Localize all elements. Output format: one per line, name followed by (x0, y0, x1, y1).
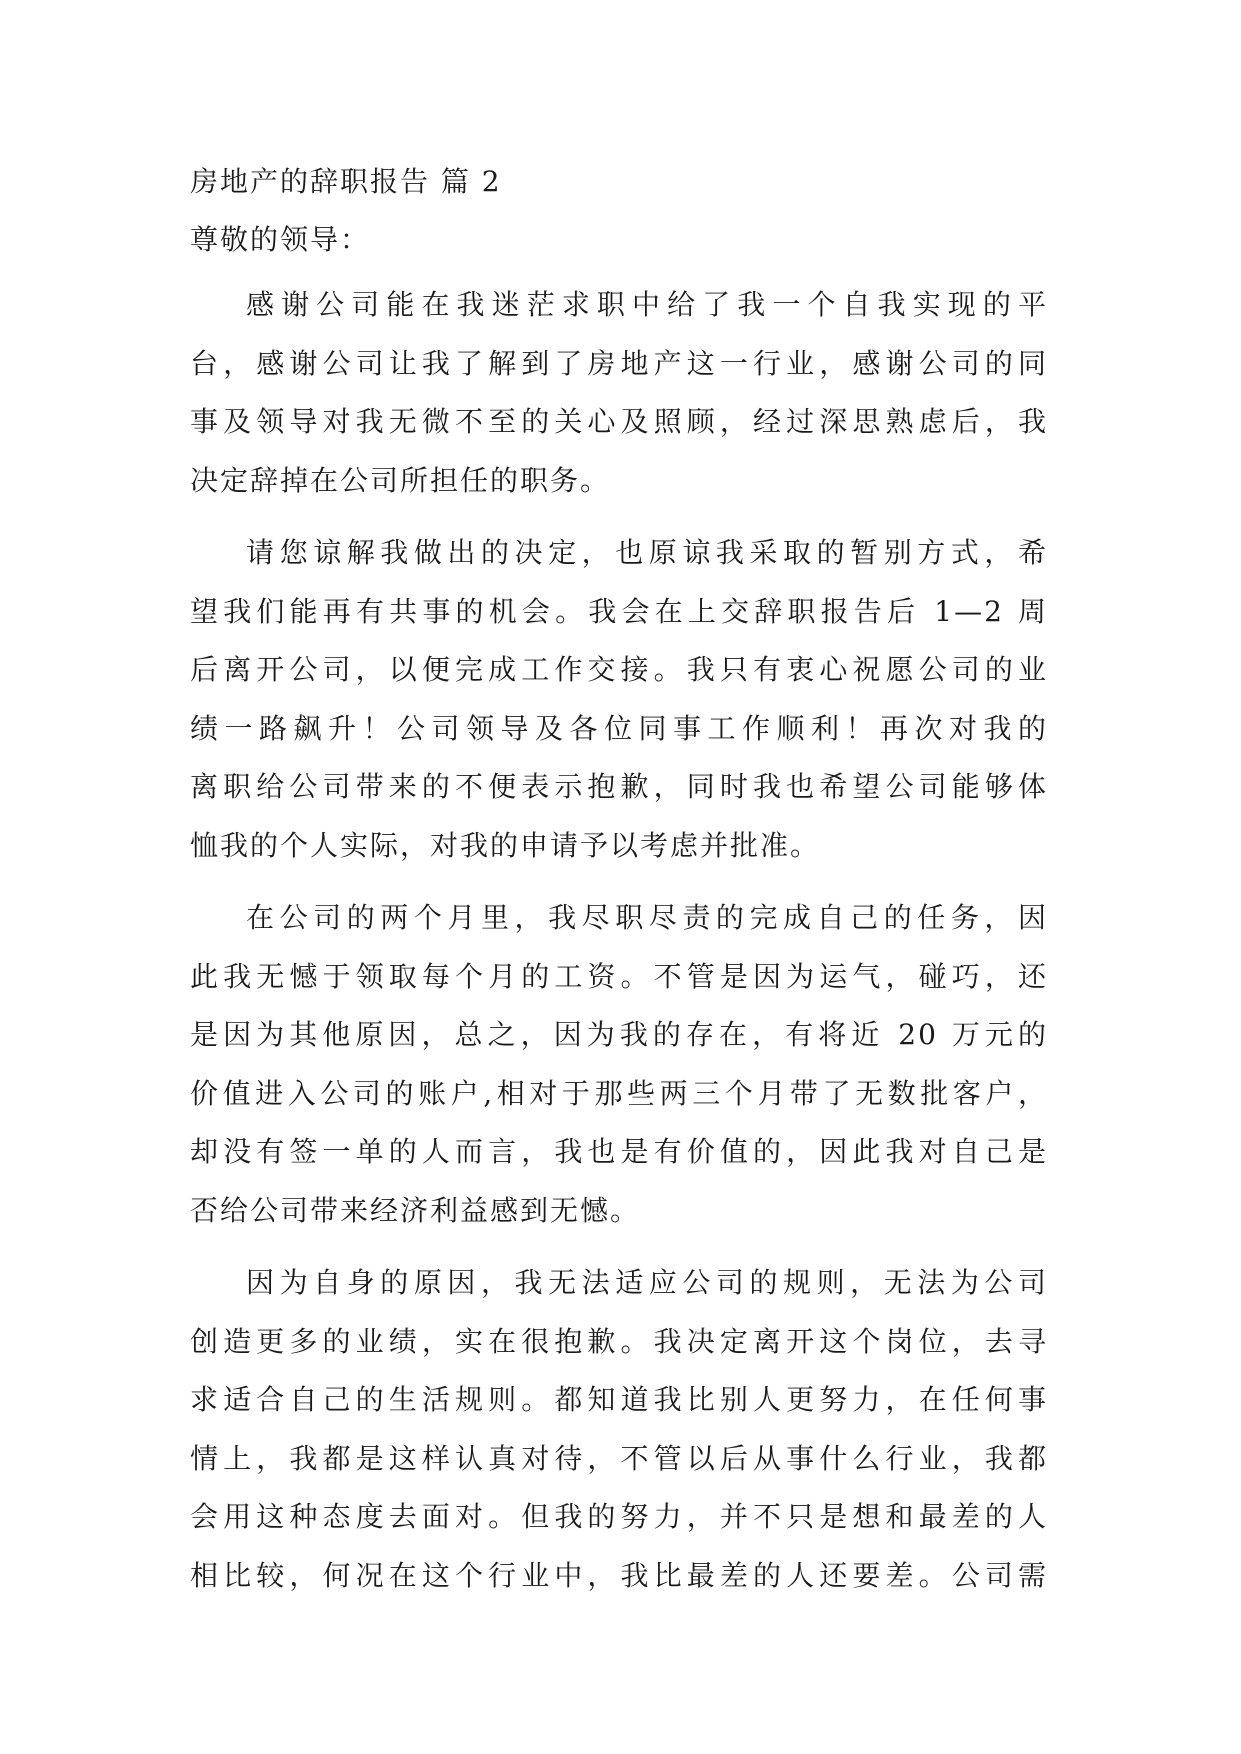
paragraph-3 (190, 889, 1048, 1240)
text-line: 因为自身的原因，我无法适应公司的规则，无法为公司 (246, 1266, 1048, 1299)
text-line: 事及领导对我无微不至的关心及照顾，经过深思熟虑后，我 (190, 405, 1048, 438)
text-line: 离职给公司带来的不便表示抱歉，同时我也希望公司能够体 (190, 770, 1048, 803)
text-line: 台，感谢公司让我了解到了房地产这一行业，感谢公司的同 (190, 346, 1048, 380)
paragraph-4 (190, 1254, 1048, 1605)
text-line: 相比较，何况在这个行业中，我比最差的人还要差。公司需 (190, 1558, 1048, 1592)
text-line: 求适合自己的生活规则。都知道我比别人更努力，在任何事 (190, 1383, 1048, 1416)
text-line: 会用这种态度去面对。但我的努力，并不只是想和最差的人 (190, 1500, 1048, 1533)
text-line: 否给公司带来经济利益感到无憾。 (190, 1193, 641, 1227)
text-line: 决定辞掉在公司所担任的职务。 (190, 463, 611, 497)
text-line: 情上，我都是这样认真对待，不管以后从事什么行业，我都 (190, 1441, 1048, 1475)
text-line: 在公司的两个月里，我尽职尽责的完成自己的任务，因 (246, 901, 1048, 934)
text-line: 是因为其他原因，总之，因为我的存在，有将近 20 万元的 (190, 1018, 1048, 1051)
text-line: 望我们能再有共事的机会。我会在上交辞职报告后 1—2 周 (190, 594, 1048, 628)
text-line: 后离开公司，以便完成工作交接。我只有衷心祝愿公司的业 (190, 653, 1048, 686)
text-line: 创造更多的业绩，实在很抱歉。我决定离开这个岗位，去寻 (190, 1324, 1048, 1358)
paragraph-1 (190, 276, 1048, 510)
text-line: 恤我的个人实际，对我的申请予以考虑并批准。 (190, 828, 821, 862)
paragraph-2 (190, 524, 1048, 875)
text-line: 感谢公司能在我迷茫求职中给了我一个自我实现的平 (246, 288, 1048, 321)
text-line: 却没有签一单的人而言，我也是有价值的，因此我对自己是 (190, 1135, 1048, 1168)
text-line: 此我无憾于领取每个月的工资。不管是因为运气，碰巧，还 (190, 959, 1048, 993)
document-title: 房地产的辞职报告 篇 2 (190, 165, 502, 198)
salutation: 尊敬的领导： (190, 223, 371, 256)
text-line: 绩一路飙升！公司领导及各位同事工作顺利！再次对我的 (190, 711, 1048, 745)
document-page (190, 162, 1048, 1619)
text-line: 价值进入公司的账户,相对于那些两三个月带了无数批客户， (190, 1076, 1048, 1110)
text-line: 请您谅解我做出的决定，也原谅我采取的暂别方式，希 (246, 536, 1048, 569)
